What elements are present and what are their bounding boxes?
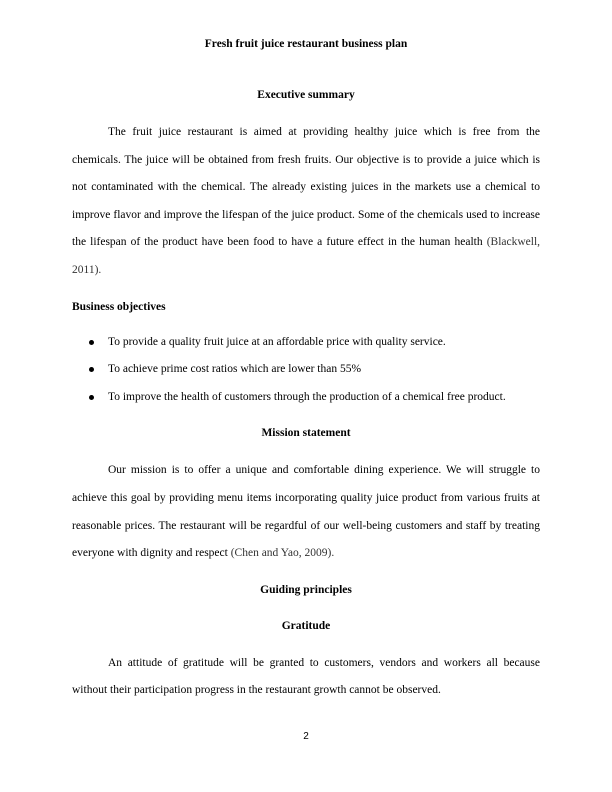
- guiding-principles-heading: Guiding principles: [260, 583, 352, 596]
- document-page: [72, 36, 540, 705]
- executive-summary-paragraph: [72, 119, 540, 285]
- objective-text: To achieve prime cost ratios which are lower than 55%: [108, 363, 362, 376]
- bullet-icon: [89, 367, 94, 372]
- page-number: 2: [303, 731, 309, 742]
- objective-text: To improve the health of customers through the production of a chemical free product.: [108, 390, 506, 403]
- executive-summary-citation: (Blackwell, 2011).: [72, 236, 541, 276]
- gratitude-paragraph: An attitude of gratitude will be granted to customers, vendors and workers all because without their participation progress in the restaurant growth cannot be observed.: [72, 656, 540, 697]
- gratitude-subheading: Gratitude: [281, 619, 331, 632]
- business-objectives-heading: Business objectives: [72, 300, 166, 313]
- executive-summary-text: The fruit juice restaurant is aimed at providing healthy juice which is free from the chemicals. The juice will be obtained from fresh fruits. Our objective is to provide a juice which is not contaminated with the chemical. The already existing juices in the markets use a chemical to improve flavor and improve the lifespan of the juice product. Some of the chemicals used to increase the lifespan of the product have been food to have a future effect in the human health: [72, 126, 540, 249]
- bullet-icon: [89, 395, 94, 400]
- business-objectives-list: [72, 329, 540, 412]
- list-item: [72, 329, 540, 357]
- mission-statement-heading: Mission statement: [261, 427, 351, 440]
- document-title: Fresh fruit juice restaurant business plan: [204, 38, 408, 50]
- objective-text: To provide a quality fruit juice at an affordable price with quality service.: [108, 335, 446, 348]
- list-item: [72, 356, 540, 384]
- mission-statement-paragraph: [72, 457, 540, 567]
- bullet-icon: [89, 340, 94, 345]
- mission-statement-text: Our mission is to offer a unique and comfortable dining experience. We will struggle to achieve this goal by providing menu items incorporating quality juice product from various fruits at reasonable prices. The restaurant will be regardful of our well-being customers and staff by treating everyone with dignity and respect: [72, 464, 540, 560]
- mission-statement-citation: (Chen and Yao, 2009).: [230, 547, 335, 560]
- executive-summary-heading: Executive summary: [257, 89, 355, 101]
- list-item: [72, 384, 540, 412]
